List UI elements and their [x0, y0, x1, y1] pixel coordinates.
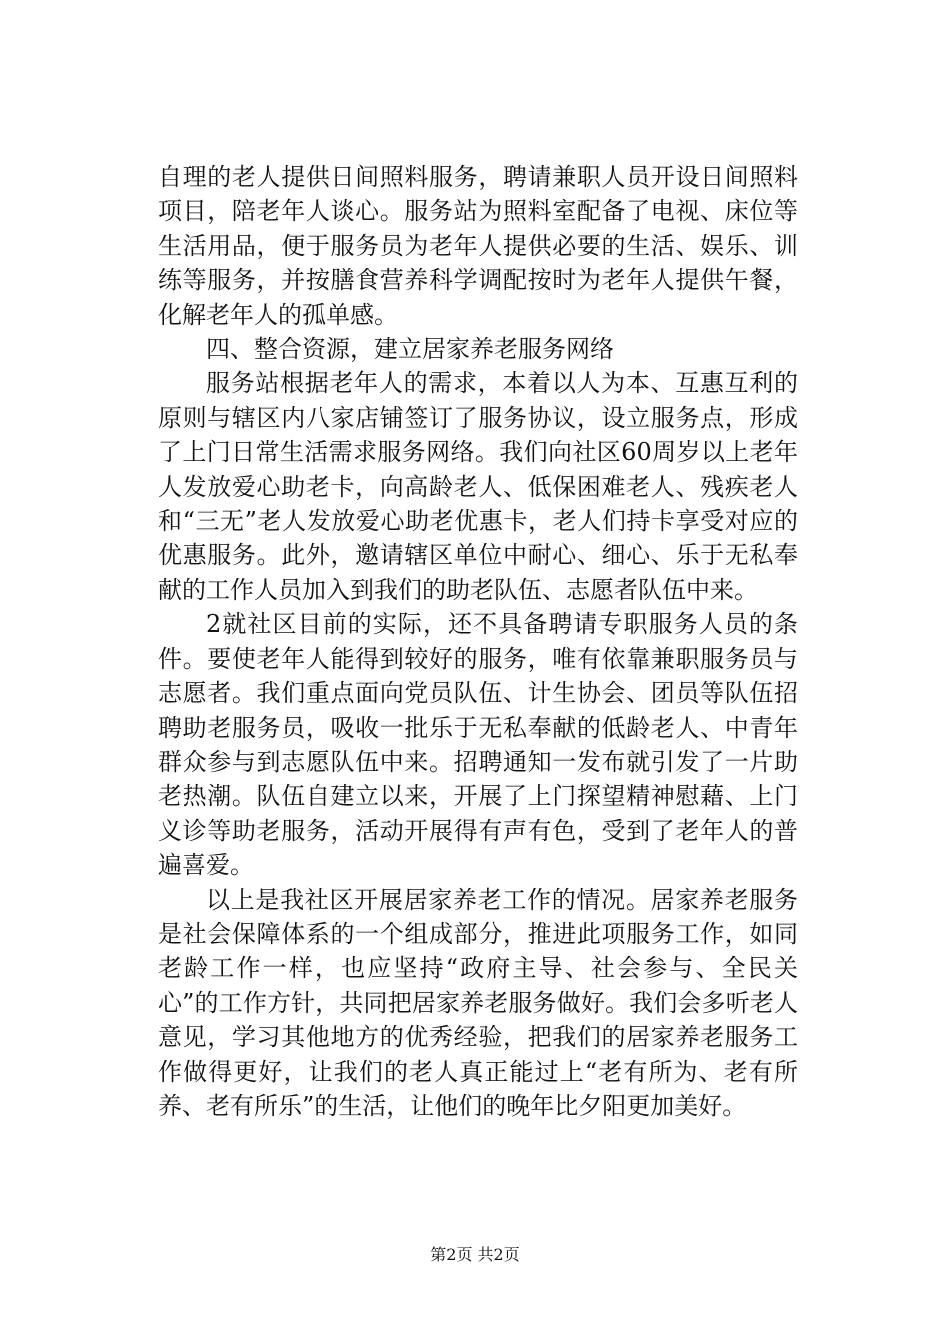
paragraph: 2就社区目前的实际，还不具备聘请专职服务人员的条件。要使老年人能得到较好的服务，唯有依靠兼职服务员与志愿者。我们重点面向党员队伍、计生协会、团员等队伍招聘助老服务员，吸收一批乐于无私奉献的低龄老人、中青年群众参与到志愿队伍中来。招聘通知一发布就引发了一片助老热潮。队伍自建立以来，开展了上门探望精神慰藉、上门义诊等助老服务，活动开展得有声有色，受到了老年人的普遍喜爱。	[158, 610, 798, 880]
paragraph-continuation: 自理的老人提供日间照料服务，聘请兼职人员开设日间照料项目，陪老年人谈心。服务站为照料室配备了电视、床位等生活用品，便于服务员为老年人提供必要的生活、娱乐、训练等服务，并按膳食营养科学调配按时为老年人提供午餐，化解老年人的孤单感。	[158, 163, 798, 329]
section-heading: 四、整合资源，建立居家养老服务网络	[206, 335, 614, 364]
paragraph: 以上是我社区开展居家养老工作的情况。居家养老服务是社会保障体系的一个组成部分，推进此项服务工作，如同老龄工作一样，也应坚持“政府主导、社会参与、全民关心”的工作方针，共同把居家养老服务做好。我们会多听老人意见，学习其他地方的优秀经验，把我们的居家养老服务工作做得更好，让我们的老人真正能过上“老有所为、老有所养、老有所乐”的生活，让他们的晚年比夕阳更加美好。	[158, 885, 798, 1120]
paragraph: 服务站根据老年人的需求，本着以人为本、互惠互利的原则与辖区内八家店铺签订了服务协议，设立服务点，形成了上门日常生活需求服务网络。我们向社区60周岁以上老年人发放爱心助老卡，向高龄老人、低保困难老人、残疾老人和“三无”老人发放爱心助老优惠卡，老人们持卡享受对应的优惠服务。此外，邀请辖区单位中耐心、细心、乐于无私奉献的工作人员加入到我们的助老队伍、志愿者队伍中来。	[158, 369, 798, 604]
page-footer: 第2页 共2页	[430, 1245, 520, 1264]
document-body	[158, 160, 798, 1123]
